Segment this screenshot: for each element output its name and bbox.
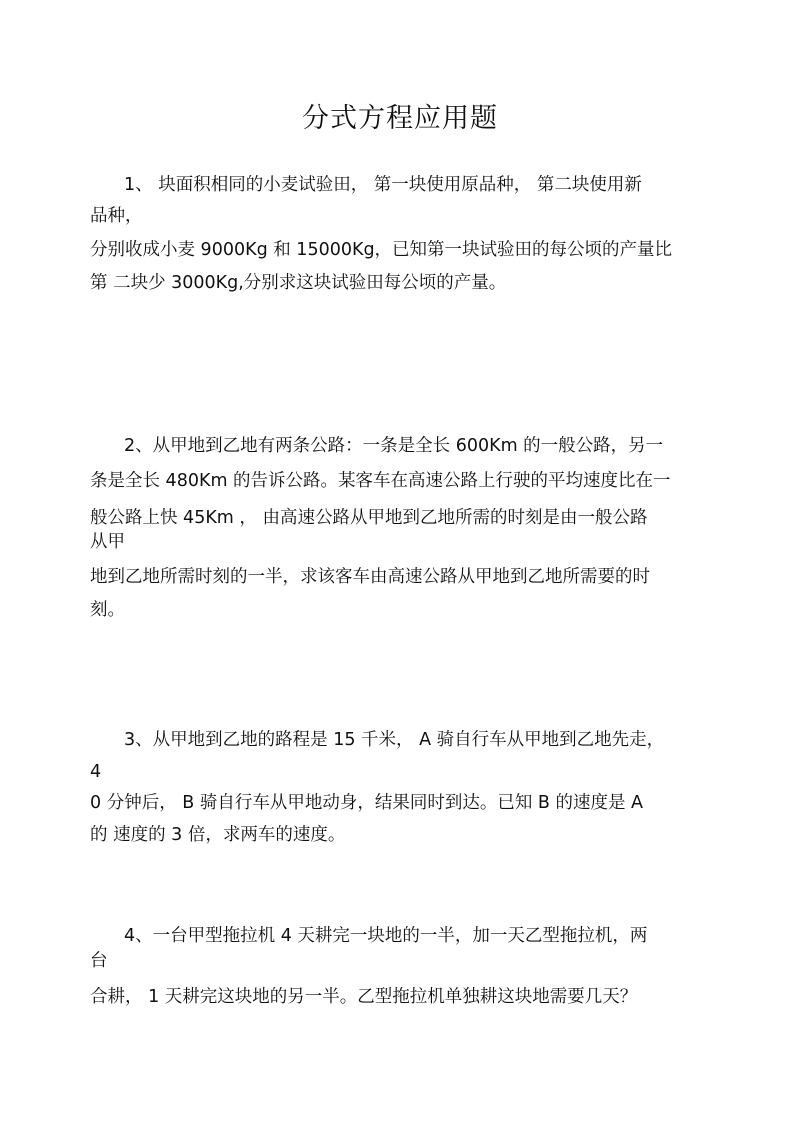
problem-1-line-3: 分别收成小麦 9000Kg 和 15000Kg，已知第一块试验田的每公顷的产量比 <box>90 240 673 260</box>
problem-2-line-5: 地到乙地所需时刻的一半，求该客车由高速公路从甲地到乙地所需要的时 <box>90 567 650 587</box>
problem-1-line-1: 1、 块面积相同的小麦试验田， 第一块使用原品种， 第二块使用新 <box>124 175 642 195</box>
document-title: 分式方程应用题 <box>302 103 498 134</box>
problem-3-line-3: 0 分钟后， B 骑自行车从甲地动身，结果同时到达。已知 B 的速度是 A <box>90 793 643 813</box>
problem-2-line-6: 刻。 <box>90 600 125 620</box>
problem-3-line-2: 4 <box>90 762 102 782</box>
problem-3-line-1: 3、从甲地到乙地的路程是 15 千米， A 骑自行车从甲地到乙地先走， <box>124 730 665 750</box>
problem-2-line-4: 从甲 <box>90 532 125 552</box>
problem-4-line-3: 合耕， 1 天耕完这块地的另一半。乙型拖拉机单独耕这块地需要几天？ <box>90 987 638 1007</box>
problem-2-line-1: 2、从甲地到乙地有两条公路：一条是全长 600Km 的一般公路，另一 <box>124 436 664 456</box>
problem-2-line-2: 条是全长 480Km 的告诉公路。某客车在高速公路上行驶的平均速度比在一 <box>90 471 671 491</box>
problem-3-line-4: 的 速度的 3 倍，求两车的速度。 <box>90 825 346 845</box>
problem-1-line-2: 品种， <box>90 206 143 226</box>
problem-1-line-4: 第 二块少 3000Kg,分别求这块试验田每公顷的产量。 <box>90 273 507 293</box>
problem-4-line-2: 台 <box>90 951 108 971</box>
problem-4-line-1: 4、一台甲型拖拉机 4 天耕完一块地的一半，加一天乙型拖拉机，两 <box>124 926 648 946</box>
problem-2-line-3: 般公路上快 45Km ， 由高速公路从甲地到乙地所需的时刻是由一般公路 <box>90 508 648 528</box>
